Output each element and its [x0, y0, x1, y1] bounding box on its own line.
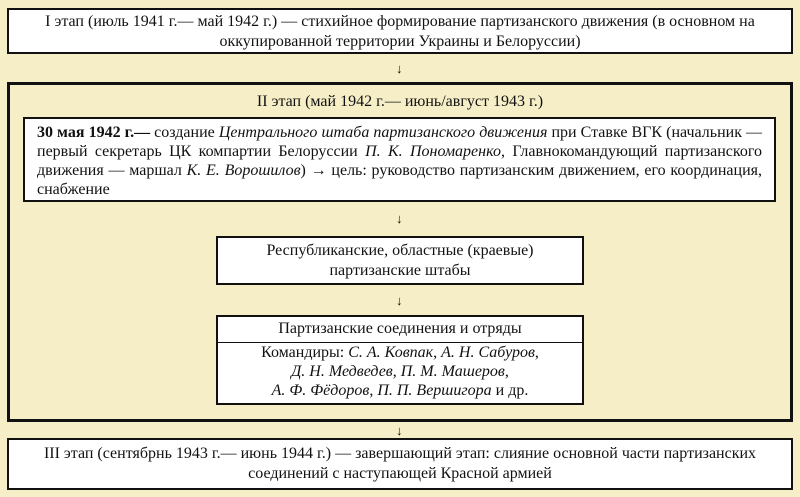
central-hq-marshal: К. Е. Ворошилов [186, 162, 301, 179]
stage-1-box [7, 8, 793, 54]
partisan-units-box [216, 315, 584, 405]
arrow-down-icon: ↓ [396, 293, 403, 308]
commander-name: А. Н. Сабуров [441, 344, 535, 361]
stage-1-text: I этап (июль 1941 г.— май 1942 г.) — стихийное формирование партизанского движения (в основном на оккупированной территории Украины и Белоруссии) [45, 13, 755, 50]
regional-hq-box [216, 236, 584, 285]
commanders-list [218, 343, 582, 400]
separator: , [433, 344, 442, 361]
arrow-down-icon: ↓ [396, 211, 403, 226]
partisan-units-title: Партизанские соединения и отряды [218, 317, 582, 343]
commander-name: Д. Н. Медведев [291, 363, 393, 380]
arrow-down-icon: ↓ [396, 61, 403, 76]
central-hq-text-4: ) → цель: руководство партизанским движением, его координация, снабжение [37, 162, 762, 198]
central-hq-text-3: , Главнокомандующий партизанского движения — маршал [37, 143, 763, 179]
separator: , [504, 363, 509, 380]
stage-3-box [7, 438, 793, 490]
separator: , [369, 382, 378, 399]
arrow-down-icon: ↓ [396, 423, 403, 438]
regional-hq-text: Республиканские, областные (краевые) партизанские штабы [266, 242, 534, 279]
commander-name: П. П. Вершигора [377, 382, 492, 399]
commander-name: А. Ф. Фёдоров [271, 382, 370, 399]
etc-text: и др. [491, 382, 529, 399]
central-hq-text-1: создание [150, 124, 219, 141]
commander-name: П. М. Машеров [400, 363, 505, 380]
central-hq-box [23, 117, 776, 202]
separator: , [392, 363, 401, 380]
stage-3-text: III этап (сентябрнь 1943 г.— июнь 1944 г.) — завершающий этап: слияние основной части партизанских соединений с наступающей Красной армией [43, 445, 757, 482]
central-hq-chief: П. К. Пономаренко [365, 143, 501, 160]
central-hq-text-2: при Ставке ВГК (начальник — первый секретарь ЦК компартии Белоруссии [37, 124, 763, 160]
commanders-label: Командиры: [261, 344, 349, 361]
stage-2-title: II этап (май 1942 г.— июнь/август 1943 г.) [256, 93, 544, 110]
central-hq-date: 30 мая 1942 г.— [37, 124, 151, 141]
central-hq-name: Центрального штаба партизанского движения [218, 124, 548, 141]
separator: , [534, 344, 539, 361]
commander-name: С. А. Ковпак [348, 344, 434, 361]
